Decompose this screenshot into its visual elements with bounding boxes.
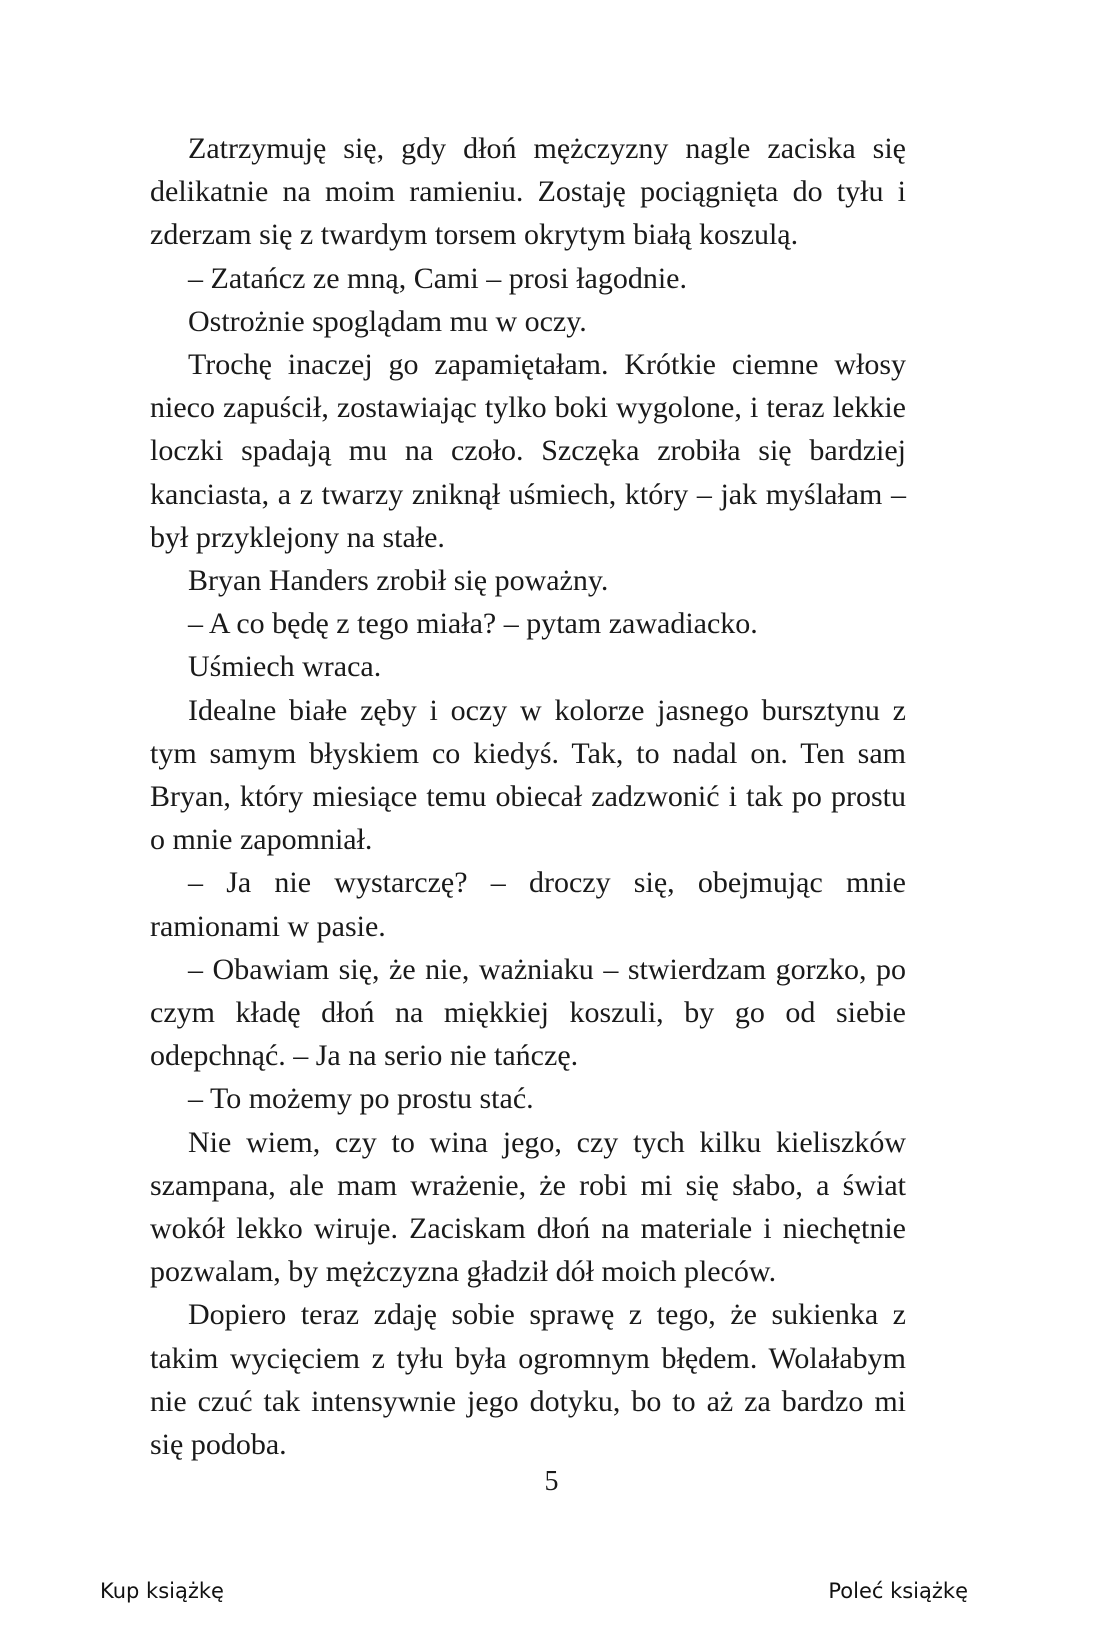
paragraph: – A co będę z tego miała? – pytam zawadiacko. <box>188 607 758 641</box>
buy-book-link[interactable]: Kup książkę <box>100 1579 224 1603</box>
paragraph: – Ja nie wystarczę? – droczy się, obejmując mnie ramionami w pasie. <box>150 866 906 943</box>
paragraph: Zatrzymuję się, gdy dłoń mężczyzny nagle zaciska się delikatnie na moim ramieniu. Zostaję pociągnięta do tyłu i zderzam się z twardym torsem okrytym białą koszulą. <box>150 132 906 252</box>
paragraph: Nie wiem, czy to wina jego, czy tych kilku kieliszków szampana, ale mam wrażenie, że robi mi się słabo, a świat wokół lekko wiruje. Zaciskam dłoń na materiale i niechętnie pozwalam, by mężczyzna gładził dół moich pleców. <box>150 1125 906 1289</box>
paragraph: Trochę inaczej go zapamiętałam. Krótkie ciemne włosy nieco zapuścił, zostawiając tylko boki wygolone, i teraz lekkie loczki spadają mu na czoło. Szczęka zrobiła się bardziej kanciasta, a z twarzy zniknął uśmiech, który – jak myślałam – był przyklejony na stałe. <box>150 348 906 554</box>
paragraph: Uśmiech wraca. <box>188 650 382 684</box>
paragraph: Ostrożnie spoglądam mu w oczy. <box>188 304 587 338</box>
paragraph: – Zatańcz ze mną, Cami – prosi łagodnie. <box>188 261 687 295</box>
page-number: 5 <box>544 1466 559 1497</box>
paragraph: Dopiero teraz zdaję sobie sprawę z tego, że sukienka z takim wycięciem z tyłu była ogromnym błędem. Wolałabym nie czuć tak intensywnie jego dotyku, bo to aż za bardzo mi się podoba. <box>150 1298 906 1462</box>
recommend-book-link[interactable]: Poleć książkę <box>828 1579 968 1603</box>
paragraph: Bryan Handers zrobił się poważny. <box>188 564 609 598</box>
paragraph: Idealne białe zęby i oczy w kolorze jasnego bursztynu z tym samym błyskiem co kiedyś. Tak, to nadal on. Ten sam Bryan, który miesiące temu obiecał zadzwonić i tak po prostu o mnie zapomniał. <box>150 693 906 857</box>
paragraph: – To możemy po prostu stać. <box>188 1082 534 1116</box>
paragraph: – Obawiam się, że nie, ważniaku – stwierdzam gorzko, po czym kładę dłoń na miękkiej koszuli, by go od siebie odepchnąć. – Ja na serio nie tańczę. <box>150 952 906 1073</box>
page-body <box>150 127 906 1466</box>
